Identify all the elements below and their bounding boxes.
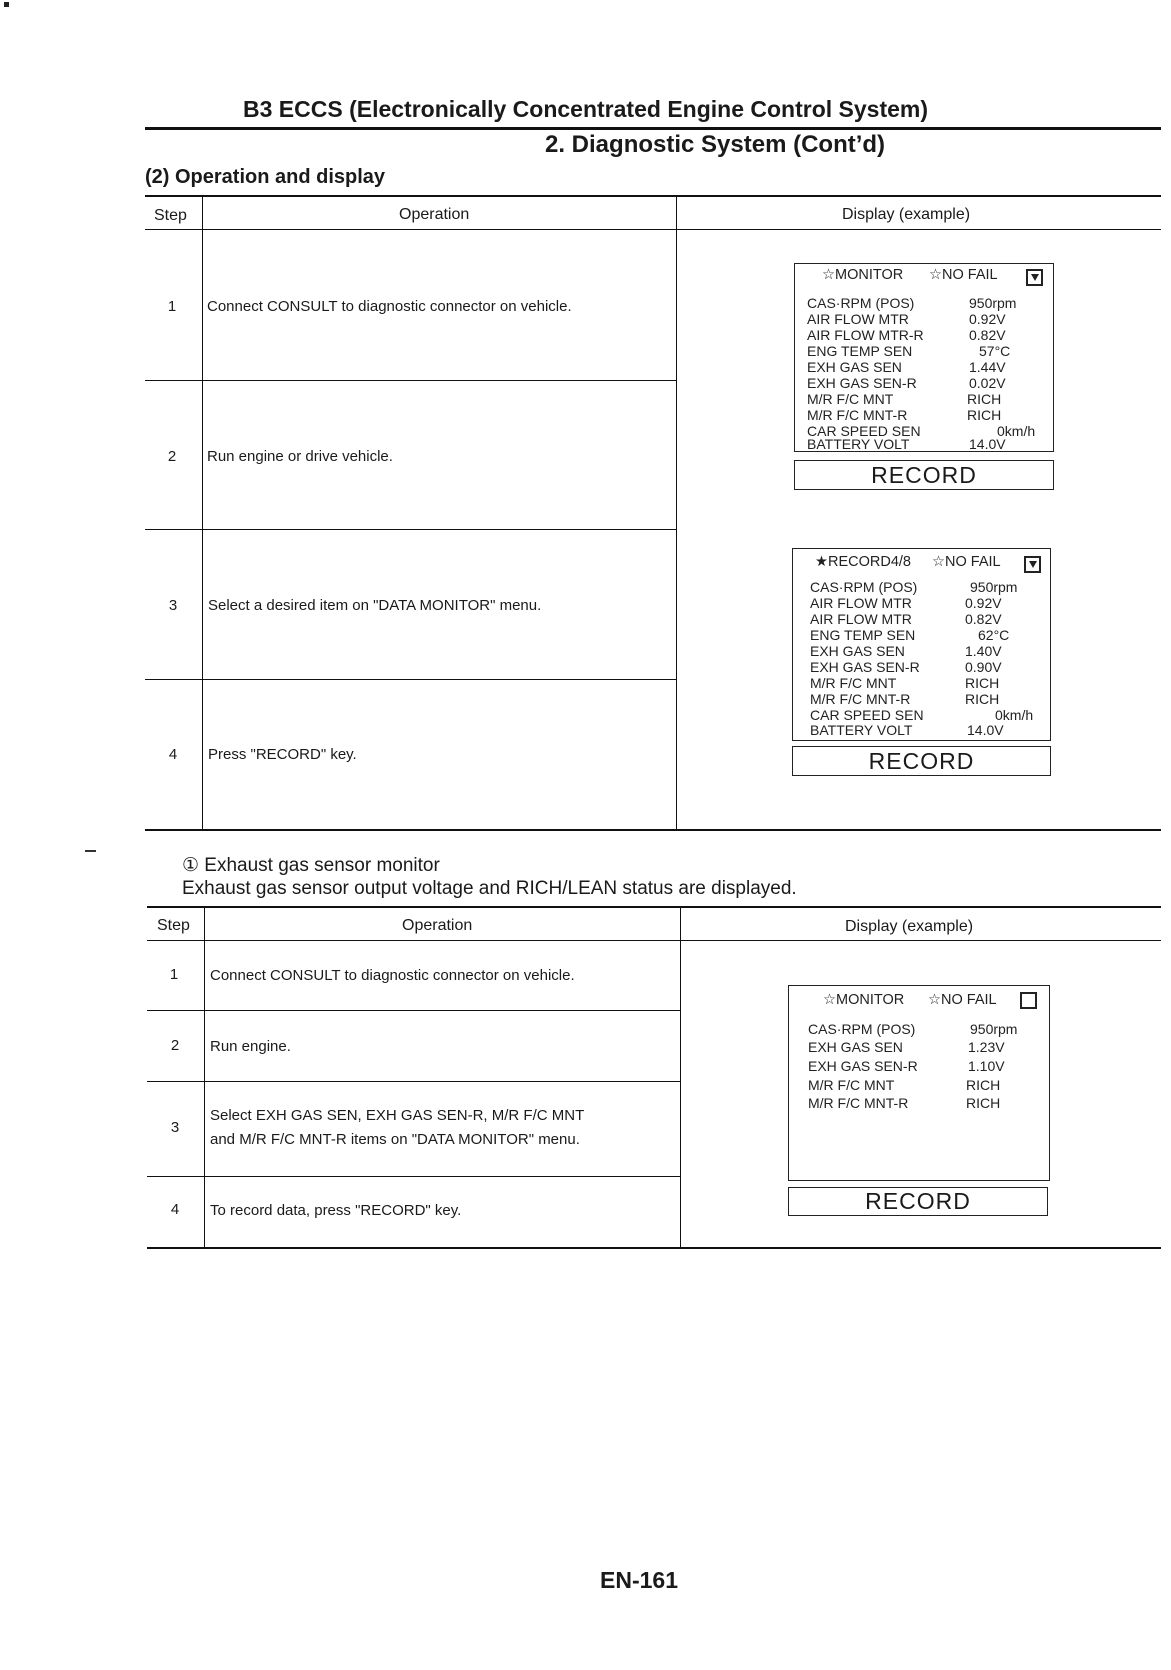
header-operation: Operation — [399, 206, 470, 223]
title-rule — [145, 127, 1161, 130]
consult-screen-exhaust: ☆MONITOR ☆NO FAIL CAS·RPM (POS) 950rpm EXH GAS SEN 1.23V EXH GAS SEN-R 1.10V M/R F/C MNT RICH M/R F/C MNT-R RICH — [788, 985, 1050, 1181]
header-step: Step — [154, 207, 187, 224]
scroll-down-icon[interactable] — [1026, 269, 1043, 286]
row-divider — [145, 529, 677, 530]
step-number: 3 — [168, 597, 178, 614]
subsection-description: Exhaust gas sensor output voltage and RICH/LEAN status are displayed. — [182, 878, 797, 899]
table-header-rule — [147, 940, 1161, 941]
section-title: (2) Operation and display — [145, 166, 386, 188]
header-operation: Operation — [402, 917, 473, 934]
col-divider-display — [676, 196, 677, 830]
step-operation-line: Select EXH GAS SEN, EXH GAS SEN-R, M/R F/C MNT — [210, 1107, 585, 1124]
step-number: 4 — [170, 1201, 180, 1218]
step-operation: Run engine or drive vehicle. — [207, 448, 393, 465]
screen-mode: ☆MONITOR — [823, 992, 905, 1008]
record-button[interactable]: RECORD — [792, 746, 1051, 776]
table-header-rule — [145, 229, 1161, 230]
screen-status: ☆NO FAIL — [929, 267, 998, 283]
screen-mode: ★RECORD4/8 — [815, 554, 911, 570]
consult-screen-record: ★RECORD4/8 ☆NO FAIL CAS·RPM (POS) 950rpm AIR FLOW MTR 0.92V AIR FLOW MTR 0.82V ENG TEMP SEN 62°C EXH GAS SEN 1.40V EXH GAS SEN-R 0.90V M/R F/C MNT RICH M/R F/C MNT-R RICH CAR SPEED SEN 0km/h BATTERY VOLT 14.0V — [792, 548, 1051, 741]
record-button[interactable]: RECORD — [794, 460, 1054, 490]
scroll-down-icon[interactable] — [1024, 556, 1041, 573]
screen-status: ☆NO FAIL — [932, 554, 1001, 570]
screen-mode: ☆MONITOR — [822, 267, 904, 283]
row-divider — [145, 380, 677, 381]
step-number: 1 — [167, 298, 177, 315]
page-number: EN-161 — [600, 1567, 678, 1593]
col-divider-step — [204, 907, 205, 1247]
header-display: Display (example) — [845, 918, 974, 935]
header-display: Display (example) — [842, 206, 971, 223]
page-title: B3 ECCS (Electronically Concentrated Engine Control System) — [242, 96, 929, 122]
margin-dash — [85, 850, 96, 852]
step-number: 2 — [167, 448, 177, 465]
corner-mark — [4, 2, 9, 7]
step-operation: To record data, press "RECORD" key. — [210, 1202, 462, 1219]
table-top-rule — [147, 906, 1161, 908]
step-number: 2 — [170, 1037, 180, 1054]
step-number: 3 — [170, 1119, 180, 1136]
table-bottom-rule — [147, 1247, 1161, 1249]
subsection-title: ① Exhaust gas sensor monitor — [182, 855, 440, 876]
step-operation: Press "RECORD" key. — [208, 746, 357, 763]
row-divider — [147, 1176, 681, 1177]
row-divider — [147, 1010, 681, 1011]
table-bottom-rule — [145, 829, 1161, 831]
step-number: 1 — [169, 966, 179, 983]
step-operation: Connect CONSULT to diagnostic connector on vehicle. — [210, 967, 575, 984]
col-divider-display — [680, 907, 681, 1247]
checkbox-icon[interactable] — [1020, 992, 1037, 1009]
screen-status: ☆NO FAIL — [928, 992, 997, 1008]
row-divider — [147, 1081, 681, 1082]
consult-screen-monitor: ☆MONITOR ☆NO FAIL CAS·RPM (POS) 950rpm AIR FLOW MTR 0.92V AIR FLOW MTR-R 0.82V ENG TEMP SEN 57°C EXH GAS SEN 1.44V EXH GAS SEN-R 0.02V M/R F/C MNT RICH M/R F/C MNT-R RICH CAR SPEED SEN 0km/h BATTERY VOLT 14.0V — [794, 263, 1054, 452]
table-top-rule — [145, 195, 1161, 197]
step-number: 4 — [168, 746, 178, 763]
step-operation: Run engine. — [210, 1038, 291, 1055]
page-subtitle: 2. Diagnostic System (Cont’d) — [545, 131, 886, 158]
record-button[interactable]: RECORD — [788, 1187, 1048, 1216]
col-divider-step — [202, 196, 203, 830]
row-divider — [145, 679, 677, 680]
step-operation-line: and M/R F/C MNT-R items on "DATA MONITOR" menu. — [210, 1131, 580, 1148]
header-step: Step — [157, 917, 190, 934]
step-operation: Select a desired item on "DATA MONITOR" menu. — [208, 597, 542, 614]
step-operation: Connect CONSULT to diagnostic connector on vehicle. — [207, 298, 572, 315]
